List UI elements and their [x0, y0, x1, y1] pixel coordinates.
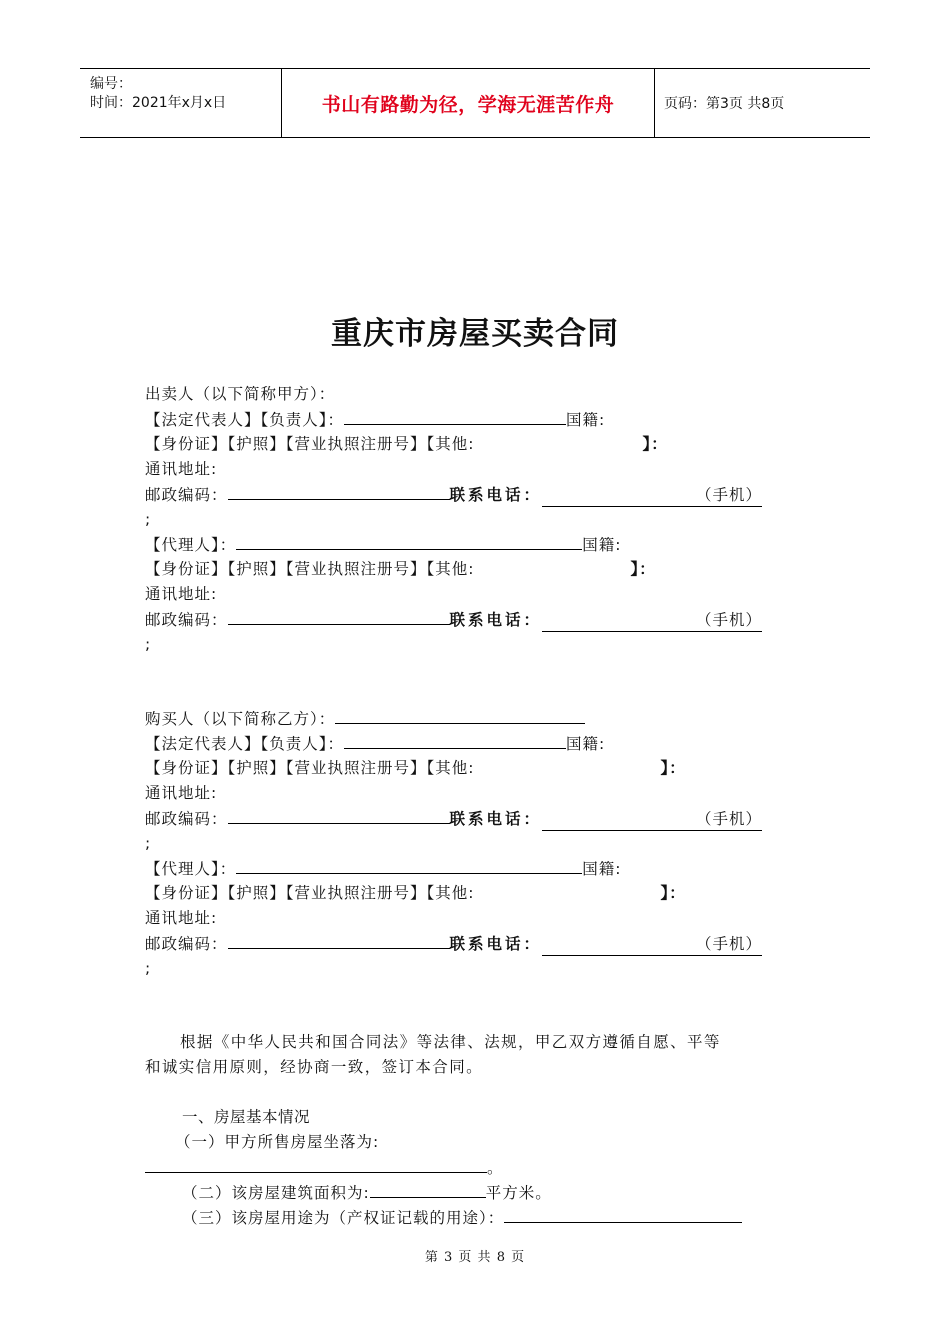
section-1-item-1-blank-line	[145, 1156, 504, 1178]
buyer-agent-id-line	[145, 882, 686, 904]
nationality-label: 国籍:	[582, 536, 622, 554]
agent-label: 【代理人】：	[145, 860, 237, 878]
header-motto: 书山有路勤为径，学海无涯苦作舟	[321, 93, 615, 116]
buyer-contact-line	[145, 807, 762, 829]
nationality-label: 国籍:	[566, 411, 606, 429]
semicolon: ;	[145, 510, 152, 528]
postcode-blank[interactable]	[228, 932, 450, 949]
mobile-label: （手机）	[696, 611, 763, 629]
postcode-blank[interactable]	[228, 608, 450, 625]
mobile-label: （手机）	[696, 486, 763, 504]
seller-id-line	[145, 433, 668, 455]
phone-blank[interactable]	[542, 609, 762, 632]
postcode-label: 邮政编码：	[145, 810, 228, 828]
page-header	[80, 68, 870, 138]
seller-agent-line	[145, 533, 622, 555]
seller-heading: 出卖人（以下简称甲方）：	[145, 385, 336, 403]
nationality-label: 国籍:	[582, 860, 622, 878]
seller-agent-contact-line	[145, 608, 762, 630]
semicolon: ;	[145, 635, 152, 653]
mobile-label: （手机）	[696, 935, 763, 953]
phone-label: 联系电话：	[449, 935, 543, 953]
location-blank[interactable]	[145, 1156, 487, 1173]
phone-label: 联系电话：	[449, 611, 543, 629]
buyer-address: 通讯地址:	[145, 784, 218, 802]
buyer-agent-address: 通讯地址:	[145, 909, 218, 927]
id-close: 】：	[660, 884, 686, 902]
area-blank[interactable]	[370, 1181, 486, 1198]
rep-blank[interactable]	[344, 732, 566, 749]
semicolon: ;	[145, 834, 152, 852]
buyer-agent-contact-line	[145, 932, 762, 954]
preamble-line-1: 根据《中华人民共和国合同法》等法律、法规，甲乙双方遵循自愿、平等	[180, 1033, 721, 1051]
agent-blank[interactable]	[236, 857, 582, 874]
postcode-label: 邮政编码：	[145, 611, 228, 629]
nationality-label: 国籍:	[566, 735, 606, 753]
id-close: 】：	[642, 435, 668, 453]
seller-rep-line	[145, 408, 605, 430]
item-1-end: 。	[487, 1159, 504, 1177]
section-1-heading: 一、房屋基本情况	[182, 1108, 311, 1126]
buyer-name-blank[interactable]	[335, 707, 585, 724]
id-label: 【身份证】【护照】【营业执照注册号】【其他:	[145, 759, 475, 777]
phone-blank[interactable]	[542, 933, 762, 956]
postcode-blank[interactable]	[228, 483, 450, 500]
id-label: 【身份证】【护照】【营业执照注册号】【其他:	[145, 884, 475, 902]
mobile-label: （手机）	[696, 810, 763, 828]
phone-label: 联系电话：	[449, 486, 543, 504]
phone-blank[interactable]	[542, 484, 762, 507]
phone-blank[interactable]	[542, 808, 762, 831]
buyer-rep-line	[145, 732, 605, 754]
agent-blank[interactable]	[236, 533, 582, 550]
id-close: 】：	[630, 560, 656, 578]
header-meta	[90, 75, 226, 113]
seller-address: 通讯地址:	[145, 460, 218, 478]
id-label: 【身份证】【护照】【营业执照注册号】【其他:	[145, 560, 475, 578]
postcode-blank[interactable]	[228, 807, 450, 824]
section-1-item-2	[182, 1181, 552, 1203]
header-divider	[654, 69, 655, 137]
id-label: 【身份证】【护照】【营业执照注册号】【其他:	[145, 435, 475, 453]
buyer-agent-line	[145, 857, 622, 879]
id-close: 】：	[660, 759, 686, 777]
phone-label: 联系电话：	[449, 810, 543, 828]
seller-agent-id-line	[145, 558, 656, 580]
section-1-item-1: （一）甲方所售房屋坐落为:	[175, 1133, 380, 1151]
usage-label: （三）该房屋用途为（产权证记载的用途）：	[182, 1209, 505, 1227]
rep-blank[interactable]	[344, 408, 566, 425]
postcode-label: 邮政编码：	[145, 486, 228, 504]
semicolon: ;	[145, 959, 152, 977]
seller-contact-line	[145, 483, 762, 505]
page-footer: 第 3 页 共 8 页	[424, 1250, 526, 1265]
buyer-heading: 购买人（以下简称乙方）：	[145, 710, 336, 728]
area-unit: 平方米。	[485, 1184, 552, 1202]
buyer-id-line	[145, 757, 686, 779]
usage-blank[interactable]	[504, 1206, 742, 1223]
page-number-label: 页码：第3页 共8页	[664, 96, 785, 112]
area-label: （二）该房屋建筑面积为:	[182, 1184, 370, 1202]
number-label: 编号：	[90, 76, 132, 92]
rep-label: 【法定代表人】【负责人】：	[145, 735, 345, 753]
section-1-item-3	[182, 1206, 742, 1228]
preamble-line-2: 和诚实信用原则，经协商一致，签订本合同。	[145, 1058, 484, 1076]
postcode-label: 邮政编码：	[145, 935, 228, 953]
agent-label: 【代理人】：	[145, 536, 237, 554]
document-title: 重庆市房屋买卖合同	[331, 316, 619, 352]
buyer-heading-line	[145, 707, 585, 729]
rep-label: 【法定代表人】【负责人】：	[145, 411, 345, 429]
seller-agent-address: 通讯地址:	[145, 585, 218, 603]
time-label: 时间：2021年x月x日	[90, 95, 227, 111]
